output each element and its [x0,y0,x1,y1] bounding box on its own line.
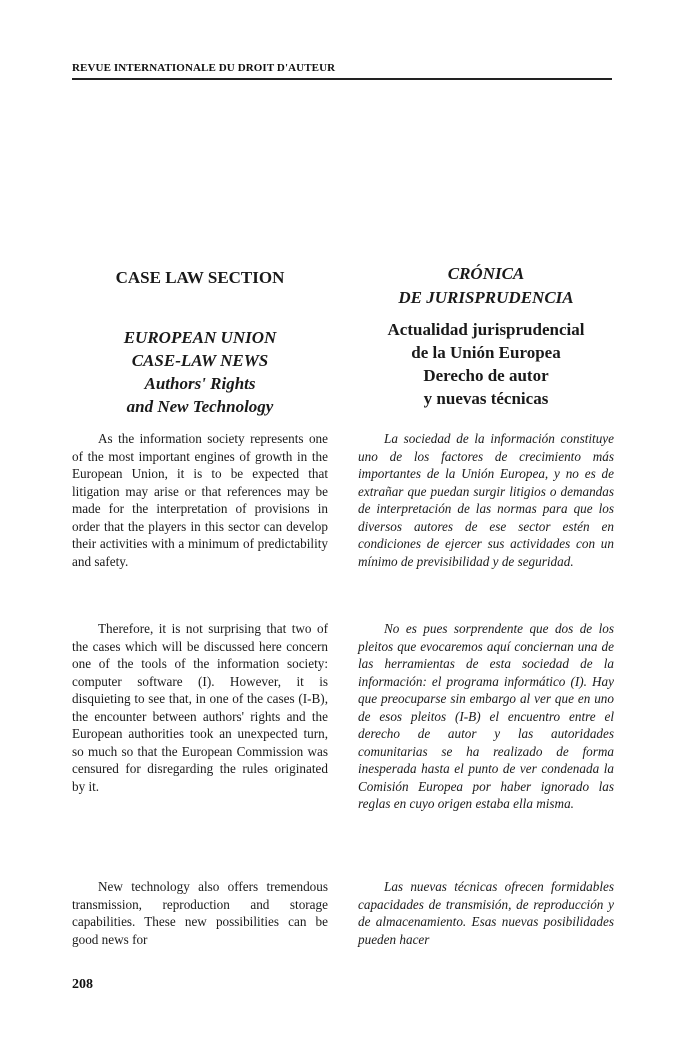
paragraph-spanish-3: Las nuevas técnicas ofrecen formidables capacidades de transmisión, de reproducción y de almacenamiento. Esas nuevas posibilidades pueden hacer [358,879,614,947]
spanish-column [358,262,614,947]
subtitle-spanish [358,318,614,414]
paragraph-spanish-1: La sociedad de la información constituye uno de los factores de crecimiento más importantes de la Unión Europea, y no es de extrañar que puedan surgir litigios o demandas de interpretación de las normas para que los diversos autores de ese sector estén en condiciones de ejercer sus actividades con un mínimo de previsibilidad y de seguridad. [358,431,614,569]
subtitle-english-line: EUROPEAN UNION [123,328,277,347]
header-rule [72,78,612,80]
english-column [72,262,328,947]
subtitle-english [72,326,328,422]
page-number: 208 [72,977,93,992]
subtitle-english-line: CASE-LAW NEWS [131,351,269,370]
subtitle-spanish-line: y nuevas técnicas [423,389,549,408]
running-header: REVUE INTERNATIONALE DU DROIT D'AUTEUR [72,62,336,74]
section-title-spanish-line: DE JURISPRUDENCIA [398,288,574,307]
section-title-spanish-line: CRÓNICA [447,264,525,283]
subtitle-spanish-line: Actualidad jurisprudencial [387,320,585,339]
subtitle-spanish-line: de la Unión Europea [411,343,561,362]
paragraph-spanish-2: No es pues sorprendente que dos de los pleitos que evocaremos aquí conciernan una de las herramientas de esta sociedad de la información: el programa informático (I). Hay que preocuparse sin embargo al ver que en uno de esos pleitos (I-B) el encuentro entre el derecho de autor y las autoridades comunitarias se ha realizado de forma inesperada hasta el punto de ver condenada la Comisión Europea por haber ignorado las reglas en cuyo origen estaba ella misma. [358,621,614,811]
paragraph-english-3: New technology also offers tremendous transmission, reproduction and storage capabilities. These new possibilities can be good news for [72,879,328,947]
subtitle-spanish-line: Derecho de autor [423,366,549,385]
section-title-english: CASE LAW SECTION [115,268,285,287]
paragraph-english-2: Therefore, it is not surprising that two of the cases which will be discussed here concern one of the tools of the information society: computer software (I). However, it is disquieting to see that, in one of the cases (I-B), the encounter between authors' rights and the European authorities took an unexpected turn, so much so that the European Commission was censured for disregarding the rules originated by it. [72,621,328,794]
section-title-spanish [358,262,614,318]
subtitle-english-line: and New Technology [126,397,274,416]
paragraph-english-1: As the information society represents one of the most important engines of growth in the European Union, it is to be expected that litigation may arise or that references may be made for the interpretation of provisions in order that the players in this sector can develop their activities with a minimum of predictability and safety. [72,431,328,569]
subtitle-english-line: Authors' Rights [144,374,256,393]
